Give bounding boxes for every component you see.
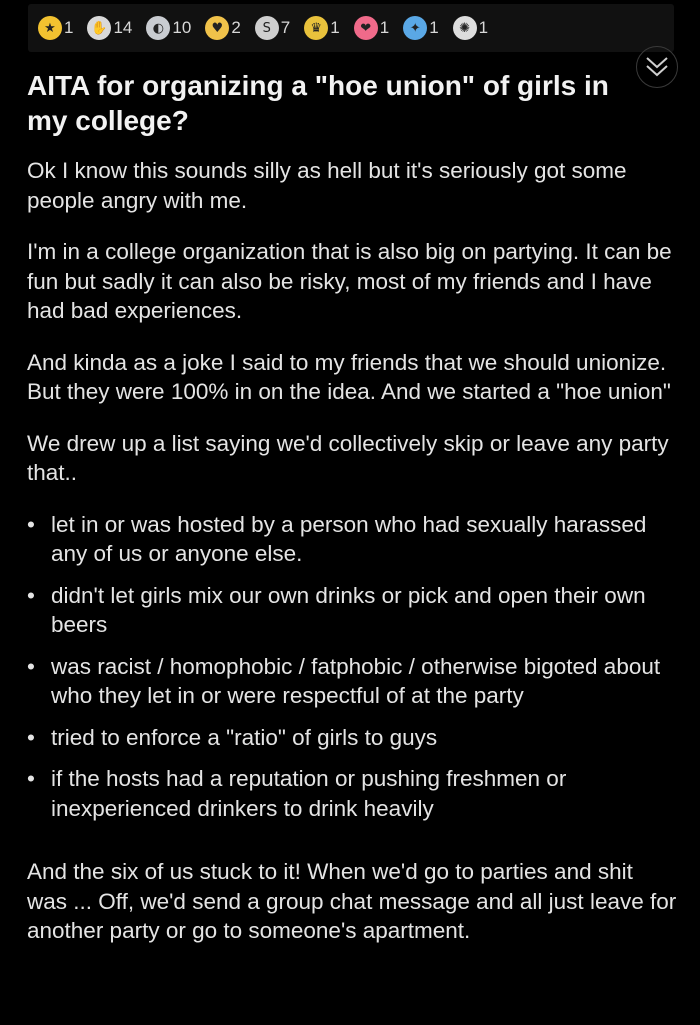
award-wholesome-heart[interactable] [205, 16, 240, 40]
award-count: 1 [429, 18, 439, 37]
post-paragraph: I'm in a college organization that is also big on partying. It can be fun but sadly it can also be risky, most of my friends and I have had bad experiences. [27, 239, 672, 323]
award-count: 14 [113, 18, 133, 37]
wholesome-heart-award-icon: ♥ [205, 16, 229, 40]
award-hands-clap[interactable] [453, 16, 488, 40]
gold-star-award-icon: ★ [38, 16, 62, 40]
silver-award-icon: ◐ [146, 16, 170, 40]
post-paragraph: Ok I know this sounds silly as hell but it's seriously got some people angry with me. [27, 158, 627, 213]
award-gold-crown[interactable] [304, 16, 339, 40]
award-count: 2 [231, 18, 241, 37]
list-item: • was racist / homophobic / fatphobic / otherwise bigoted about who they let in or were respectful of at the party [27, 652, 677, 711]
award-love-heart[interactable] [354, 16, 389, 40]
awards-bar[interactable] [28, 4, 674, 52]
blue-bird-award-icon: ✦ [403, 16, 427, 40]
post-closing-paragraph: And the six of us stuck to it! When we'd go to parties and shit was ... Off, we'd send a group chat message and all just leave for another party or go to someone's apartment. [27, 859, 677, 943]
award-count: 1 [379, 18, 390, 37]
post-paragraph: We drew up a list saying we'd collectively skip or leave any party that.. [27, 430, 669, 485]
award-gold-star[interactable] [38, 16, 73, 40]
award-blue-bird[interactable] [403, 16, 438, 40]
award-helpful-hand[interactable] [87, 16, 132, 40]
list-item: • let in or was hosted by a person who had sexually harassed any of us or anyone else. [27, 510, 677, 569]
post-title: AITA for organizing a "hoe union" of girls in my college? [27, 70, 609, 136]
award-bronze-coin[interactable] [255, 16, 290, 40]
list-item: • tried to enforce a "ratio" of girls to guys [27, 723, 677, 753]
award-silver[interactable] [146, 16, 191, 40]
gold-crown-award-icon: ♛ [304, 16, 328, 40]
party-rules-list [27, 510, 677, 824]
post-paragraph: And kinda as a joke I said to my friends that we should unionize. But they were 100% in on the idea. And we started a "hoe union" [27, 349, 671, 404]
post-body [27, 156, 677, 968]
love-heart-award-icon: ❤ [354, 16, 378, 40]
award-count: 1 [330, 18, 340, 37]
helpful-hand-award-icon: ✋ [87, 16, 111, 40]
award-count: 1 [64, 18, 74, 37]
list-item: • if the hosts had a reputation or pushing freshmen or inexperienced drinkers to drink heavily [27, 764, 677, 823]
award-count: 1 [478, 18, 489, 37]
award-count: 7 [280, 18, 291, 37]
hands-clap-award-icon: ✺ [453, 16, 477, 40]
bronze-coin-award-icon: S [255, 16, 279, 40]
award-count: 10 [172, 18, 192, 37]
list-item: • didn't let girls mix our own drinks or pick and open their own beers [27, 581, 677, 640]
